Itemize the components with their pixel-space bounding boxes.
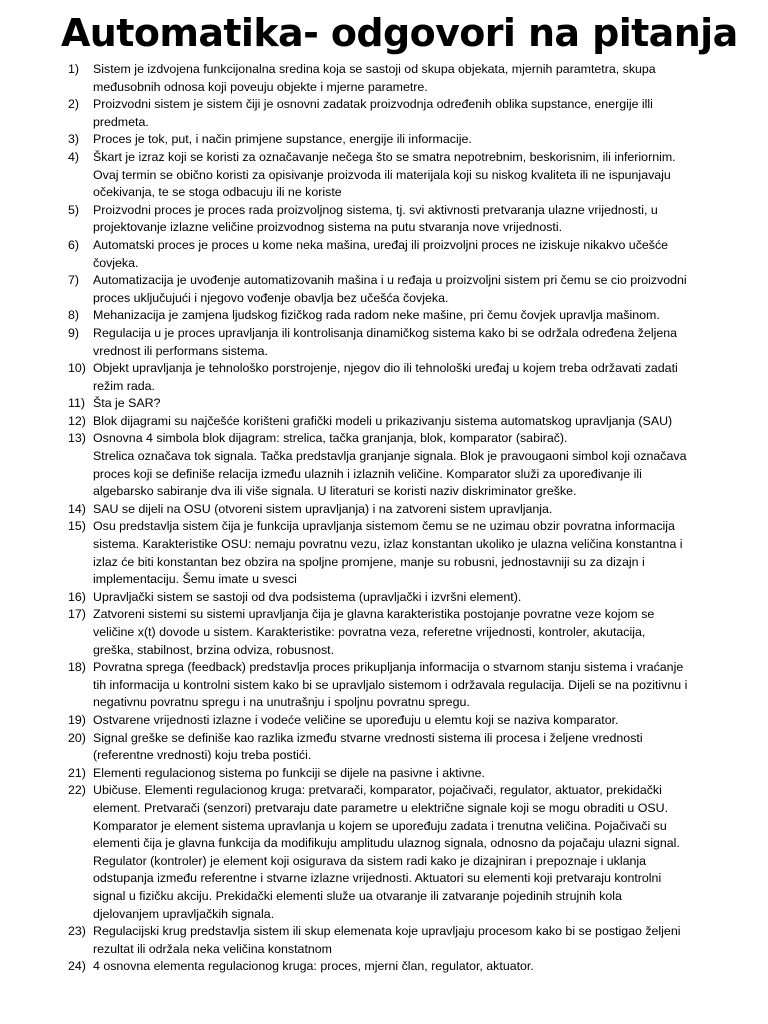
answer-item	[0, 765, 768, 783]
answer-number: 1)	[68, 62, 80, 76]
answer-text-line: vrednost ili performans sistema.	[93, 343, 268, 358]
answer-text-line: tih informacija u kontrolni sistem kako bi se upravljalo sistemom i održavala regulacija. Dijeli se na pozitivnu i	[93, 677, 688, 692]
answer-text-line: Regulator (kontroler) je element koji osigurava da sistem radi kako je dizajniran i prepoznaje i uklanja	[93, 853, 647, 868]
answer-number: 9)	[68, 325, 80, 340]
answer-text-line: očekivanja, te se stoga odbacuju ili ne koriste	[93, 185, 342, 200]
answer-text-line: Sistem je izdvojena funkcijonalna sredina koja se sastoji od skupa objekata, mjernih paramtetra, skupa	[93, 62, 656, 76]
answer-text-line: režim rada.	[93, 378, 155, 393]
answer-text-line: element. Pretvarači (senzori) pretvaraju date parametre u električne signale koji se mogu obraditi u OSU.	[93, 800, 669, 815]
answer-number: 14)	[68, 501, 86, 516]
answer-item	[0, 307, 768, 325]
answer-text-line: Ovaj termin se obično koristi za opisivanje proizvoda ili materijala koji su niskog kvaliteta ili ne ispunjavaju	[93, 167, 671, 182]
answer-number: 21)	[68, 765, 86, 780]
answer-text-line: Automatizacija je uvođenje automatizovanih mašina i u ređaja u proizvoljni sistem pri čemu se cio proizvodni	[93, 273, 687, 288]
answer-item	[0, 606, 768, 659]
answer-item	[0, 958, 768, 976]
answer-text-line: Regulacijski krug predstavlja sistem ili skup elemenata koje upravljaju procesom kako bi se postigao željeni	[93, 924, 681, 939]
answer-text-line: djelovanjem upravljačkih signala.	[93, 906, 275, 921]
answer-number: 5)	[68, 202, 80, 217]
answer-text-line: Proizvodni proces je proces rada proizvoljnog sistema, tj. svi aktivnosti pretvaranja ulazne vrijednosti, u	[93, 202, 658, 217]
answer-text-line: Osnovna 4 simbola blok dijagram: strelica, tačka granjanja, blok, komparator (sabirač).	[93, 431, 568, 446]
answer-text-line: proces koji se definiše relacija između ulaznih i izlaznih veličine. Komparator služi za upoređivanje ili	[93, 466, 642, 481]
answer-text-line: signal u fizičku akciju. Prekidački elementi služe ua otvaranje ili zatvaranje pojedinih strujnih kola	[93, 888, 622, 903]
answer-item	[0, 272, 768, 307]
answer-text-line: (referentne vrednosti) koju treba postići.	[93, 748, 312, 763]
answer-number: 10)	[68, 361, 86, 376]
answer-text-line: 4 osnovna elementa regulacionog kruga: proces, mjerni član, regulator, aktuator.	[93, 959, 534, 974]
answer-number: 22)	[68, 783, 86, 798]
answer-text-line: projektovanje izlazne veličine proizvodnog sistema na putu stvaranja nove vrijednosti.	[93, 220, 563, 235]
answer-text-line: Objekt upravljanja je tehnološko porstrojenje, njegov dio ili tehnološki uređaj u kojem treba održavati zadati	[93, 361, 678, 376]
answer-text-line: Ostvarene vrijednosti izlazne i vodeće veličine se upoređuju u elemtu koji se naziva komparator.	[93, 712, 619, 727]
answer-text-line: Upravljački sistem se sastoji od dva podsistema (upravljački i izvršni element).	[93, 589, 522, 604]
answer-number: 7)	[68, 273, 80, 288]
answer-number: 11)	[68, 396, 85, 411]
answer-item	[0, 395, 768, 413]
answer-number: 4)	[68, 149, 80, 164]
answer-number: 23)	[68, 924, 86, 939]
answer-text-line: veličine x(t) dovode u sistem. Karakteristike: povratna veza, referetne vrijednosti, kontroler, akutacija,	[93, 625, 646, 639]
answer-item	[0, 237, 768, 272]
answer-text-line: Mehanizacija je zamjena ljudskog fizičkog rada radom neke mašine, pri čemu čovjek upravlja mašinom.	[93, 308, 660, 323]
answer-number: 18)	[68, 660, 86, 675]
answer-text-line: Osu predstavlja sistem čija je funkcija upravljanja sistemom čemu se ne uzimau obzir povratna informacija	[93, 519, 675, 534]
answer-text-line: SAU se dijeli na OSU (otvoreni sistem upravljanja) i na zatvoreni sistem upravljanja.	[93, 501, 553, 516]
answer-text-line: Elementi regulacionog sistema po funkciji se dijele na pasivne i aktivne.	[93, 765, 485, 780]
answer-text-line: Proces je tok, put, i način primjene supstance, energije ili informacije.	[93, 132, 472, 147]
answer-text-line: odstupanja između referentne i stvarne izlazne vrijednosti. Aktuatori su elementi koji pretvaraju kontrolni	[93, 871, 662, 886]
answer-text-line: predmeta.	[93, 114, 149, 129]
answer-text-line: proces uključujući i njegovo vođenje obavlja bez učešća čovjeka.	[93, 290, 449, 305]
answer-item	[0, 589, 768, 607]
answer-number: 8)	[68, 308, 80, 323]
answer-item	[0, 131, 768, 149]
answer-item	[0, 61, 768, 96]
answer-text-line: Škart je izraz koji se koristi za označavanje nečega što se smatra nepotrebnim, beskorisnim, ili inferiornim.	[93, 149, 676, 164]
answer-text-line: sistema. Karakteristike OSU: nemaju povratnu vezu, izlaz konstantan ukoliko je ulazna veličina konstantna i	[93, 537, 683, 552]
answer-text-line: elementi čija je glavna funkcija da modifikuju amplitudu ulaznog signala, odnosno da pojačaju ulazni signal.	[93, 836, 680, 851]
answer-item	[0, 712, 768, 730]
answer-number: 20)	[68, 730, 86, 745]
answer-item	[0, 413, 768, 431]
answer-text-line: algebarsko sabiranje dva ili više signala. U literaturi se koristi naziv diskriminator greške.	[93, 484, 577, 499]
answer-item	[0, 430, 768, 500]
answer-number: 13)	[68, 431, 86, 446]
answer-item	[0, 96, 768, 131]
answer-item	[0, 659, 768, 712]
answer-text-line: međusobnih odnosa koji poveuju objekte i mjerne parametre.	[93, 79, 428, 94]
answer-text-line: Strelica označava tok signala. Tačka predstavlja granjanje signala. Blok je pravougaoni simbol koji označava	[93, 449, 687, 464]
answer-number: 19)	[68, 712, 86, 727]
answer-text-line: Blok dijagrami su najčešće korišteni grafički modeli u prikazivanju sistema automatskog upravljanja (SAU)	[93, 413, 673, 428]
answers-list	[0, 61, 768, 976]
answer-item	[0, 149, 768, 202]
answer-text-line: Ubičuse. Elementi regulacionog kruga: pretvarači, komparator, pojačivači, regulator, aktuator, prekidački	[93, 783, 662, 798]
answer-text-line: čovjeka.	[93, 255, 139, 270]
answer-text-line: Proizvodni sistem je sistem čiji je osnovni zadatak proizvodnja određenih oblika supstance, energije illi	[93, 97, 653, 112]
answer-item	[0, 923, 768, 958]
answer-number: 24)	[68, 959, 86, 974]
answer-number: 2)	[68, 97, 80, 112]
answer-text-line: Komparator je element sistema upravlanja u kojem se upoređuju zadata i trenutna veličina. Pojačivači su	[93, 818, 667, 833]
answer-number: 6)	[68, 237, 80, 252]
answer-item	[0, 202, 768, 237]
answer-text-line: implementaciju. Šemu imate u svesci	[93, 572, 297, 587]
answer-text-line: izlaz će biti konstantan bez obzira na spoljne promjene, manje su robusni, jednostavniji su za dizajn i	[93, 554, 645, 569]
answer-text-line: Zatvoreni sistemi su sistemi upravljanja čija je glavna karakteristika postojanje povratne veze kojom se	[93, 607, 655, 622]
answer-text-line: Signal greške se definiše kao razlika između stvarne vrednosti sistema ili procesa i željene vrednosti	[93, 730, 643, 745]
answer-text-line: rezultat ili održala neka veličina konstatnom	[93, 941, 332, 956]
answer-number: 3)	[68, 132, 80, 147]
answer-number: 12)	[68, 413, 86, 428]
answer-item	[0, 360, 768, 395]
answer-text-line: Automatski proces je proces u kome neka mašina, uređaj ili proizvoljni proces ne iziskuje nikakvo učešće	[93, 237, 669, 252]
answer-text-line: negativnu povratnu spregu i na unutrašnju i spoljnu povratnu spregu.	[93, 695, 470, 710]
document-title: Automatika- odgovori na pitanja	[61, 11, 738, 55]
answer-text-line: Regulacija u je proces upravljanja ili kontrolisanja dinamičkog sistema kako bi se održala određena željena	[93, 325, 678, 340]
answer-text-line: Povratna sprega (feedback) predstavlja proces prikupljanja informacija o stvarnom stanju sistema i vraćanje	[93, 660, 684, 675]
answer-item	[0, 518, 768, 588]
answer-number: 17)	[68, 607, 86, 622]
answer-item	[0, 782, 768, 923]
answer-text-line: Šta je SAR?	[93, 396, 161, 411]
answer-number: 16)	[68, 589, 86, 604]
answer-item	[0, 325, 768, 360]
answer-number: 15)	[68, 519, 86, 534]
answer-item	[0, 730, 768, 765]
answer-item	[0, 501, 768, 519]
answer-text-line: greška, stabilnost, brzina odviza, robusnost.	[93, 642, 335, 657]
